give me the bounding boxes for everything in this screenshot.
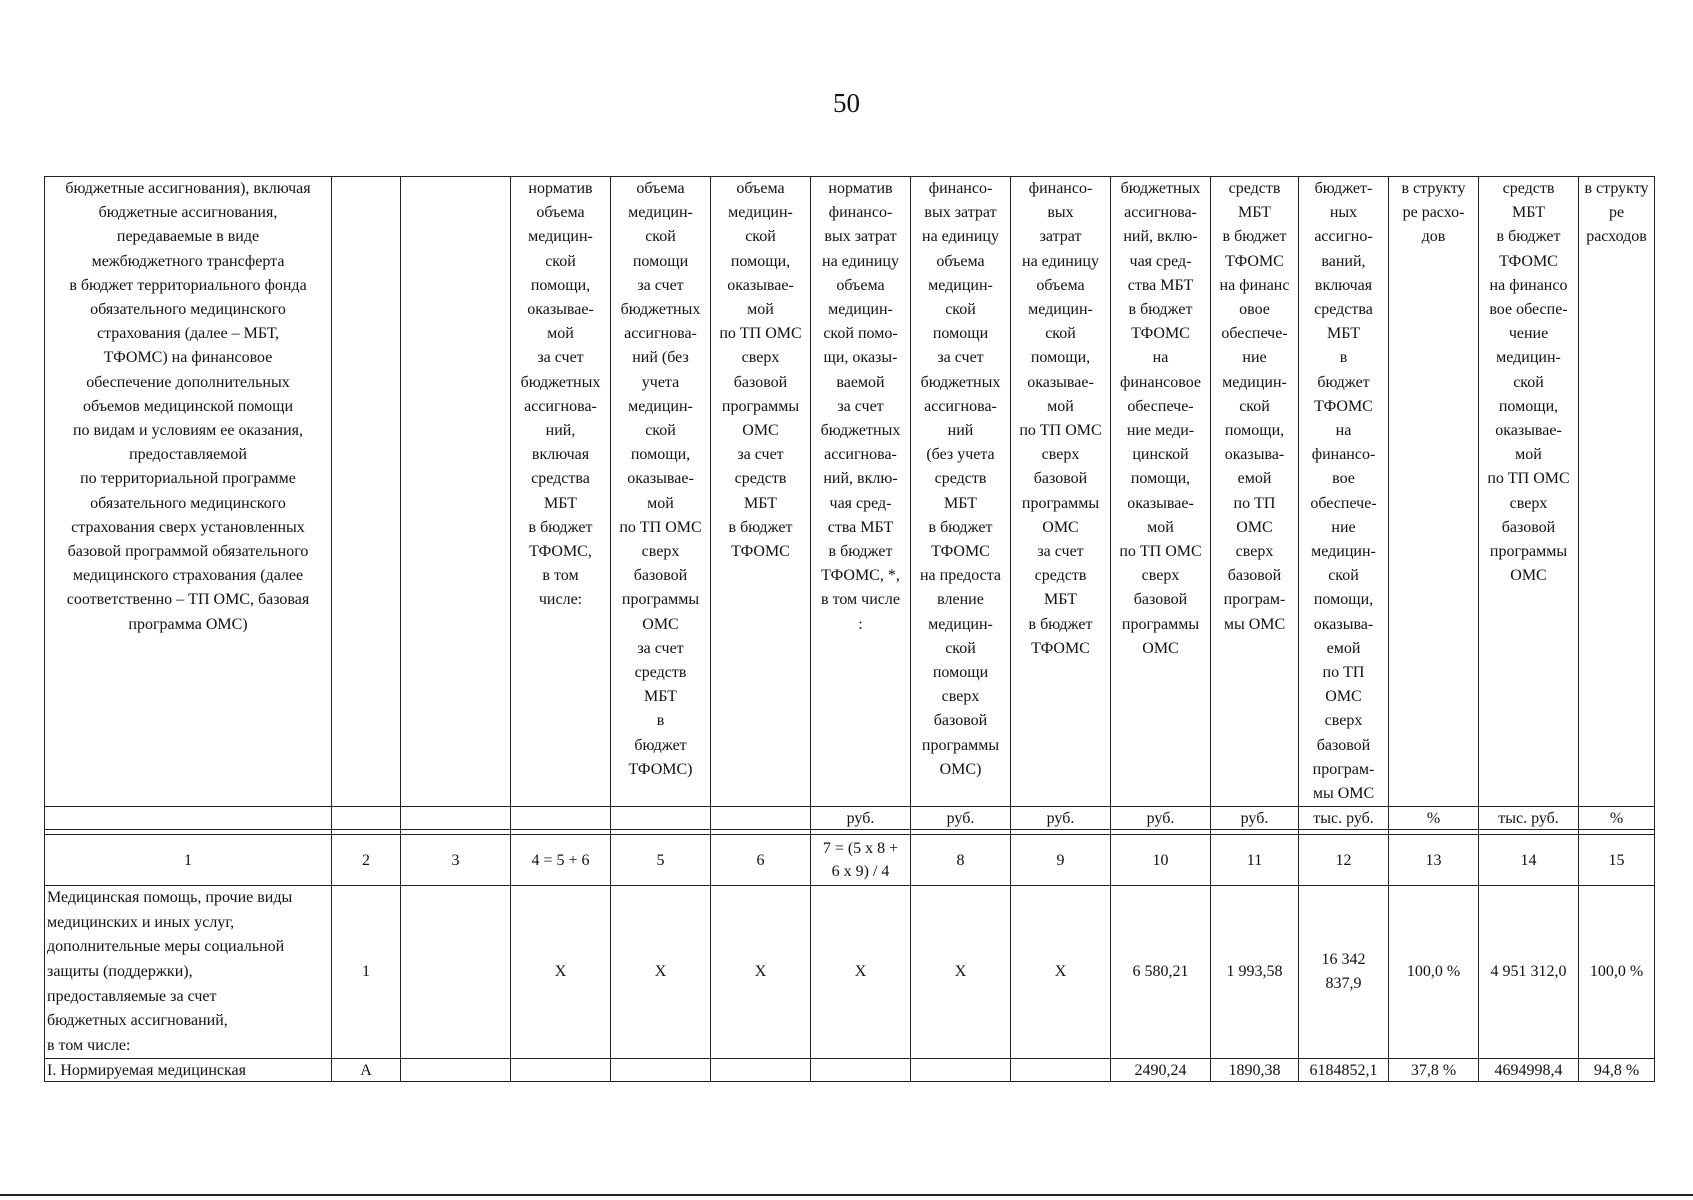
unit-cell — [45, 807, 332, 830]
section-row-cell: 4694998,4 — [1479, 1059, 1579, 1082]
budget-table — [44, 176, 1655, 1082]
section-row-cell — [511, 1059, 611, 1082]
total-row-cell: 100,0 % — [1389, 886, 1479, 1059]
column-number: 15 — [1579, 835, 1655, 886]
column-number: 4 = 5 + 6 — [511, 835, 611, 886]
unit-cell: % — [1389, 807, 1479, 830]
header-cell-5: объема медицин- ской помощи за счет бюджетных ассигнова- ний (без учета медицин- ской помощи, оказывае- мой по ТП ОМС сверх базовой программы ОМС за счет средств МБТ в бюджет ТФОМС) — [611, 177, 711, 807]
header-cell-13: в структу ре расхо- дов — [1389, 177, 1479, 807]
section-row — [45, 1059, 1655, 1082]
total-row-cell: Х — [911, 886, 1011, 1059]
header-cell-14: средств МБТ в бюджет ТФОМС на финансо вое обеспе- чение медицин- ской помощи, оказывае- мой по ТП ОМС сверх базовой программы ОМС — [1479, 177, 1579, 807]
header-cell-4: норматив объема медицин- ской помощи, оказывае- мой за счет бюджетных ассигнова- ний, включая средства МБТ в бюджет ТФОМС, в том числе: — [511, 177, 611, 807]
column-number: 11 — [1211, 835, 1299, 886]
section-row-cell — [811, 1059, 911, 1082]
total-row-cell: Х — [1011, 886, 1111, 1059]
section-row-cell — [611, 1059, 711, 1082]
unit-cell — [611, 807, 711, 830]
header-cell-2 — [332, 177, 401, 807]
total-row-cell: Х — [511, 886, 611, 1059]
total-row-line-code: 1 — [332, 886, 401, 1059]
section-row-line-code: А — [332, 1059, 401, 1082]
column-numbers-row — [45, 835, 1655, 886]
section-row-cell — [1011, 1059, 1111, 1082]
column-number: 6 — [711, 835, 811, 886]
section-row-label: I. Нормируемая медицинская — [45, 1059, 332, 1082]
total-row-cell: 100,0 % — [1579, 886, 1655, 1059]
unit-cell: руб. — [811, 807, 911, 830]
header-row — [45, 177, 1655, 807]
section-row-cell — [401, 1059, 511, 1082]
header-cell-11: средств МБТ в бюджет ТФОМС на финанс овое обеспече- ние медицин- ской помощи, оказыва- емой по ТП ОМС сверх базовой програм- мы ОМС — [1211, 177, 1299, 807]
header-cell-name: бюджетные ассигнования), включая бюджетные ассигнования, передаваемые в виде межбюджетного трансферта в бюджет территориального фонда обязательного медицинского страхования (далее – МБТ, ТФОМС) на финансовое обеспечение дополнительных объемов медицинской помощи по видам и условиям ее оказания, предоставляемой по территориальной программе обязательного медицинского страхования сверх установленных базовой программой обязательного медицинского страхования (далее соответственно – ТП ОМС, базовая программа ОМС) — [45, 177, 332, 807]
unit-cell: руб. — [1011, 807, 1111, 830]
unit-cell — [511, 807, 611, 830]
column-number: 8 — [911, 835, 1011, 886]
header-cell-7: норматив финансо- вых затрат на единицу объема медицин- ской помо- щи, оказы- ваемой за счет бюджетных ассигнова- ний, вклю- чая сред- ства МБТ в бюджет ТФОМС, *, в том числе : — [811, 177, 911, 807]
total-row-cell: 6 580,21 — [1111, 886, 1211, 1059]
header-cell-6: объема медицин- ской помощи, оказывае- мой по ТП ОМС сверх базовой программы ОМС за счет средств МБТ в бюджет ТФОМС — [711, 177, 811, 807]
column-number: 3 — [401, 835, 511, 886]
unit-cell — [332, 807, 401, 830]
column-number: 13 — [1389, 835, 1479, 886]
column-number: 10 — [1111, 835, 1211, 886]
section-row-cell: 6184852,1 — [1299, 1059, 1389, 1082]
unit-cell: руб. — [1111, 807, 1211, 830]
total-row-label: Медицинская помощь, прочие виды медицинских и иных услуг, дополнительные меры социальной защиты (поддержки), предоставляемые за счет бюджетных ассигнований, в том числе: — [45, 886, 332, 1059]
column-number: 12 — [1299, 835, 1389, 886]
total-row-cell — [401, 886, 511, 1059]
column-number: 9 — [1011, 835, 1111, 886]
column-number: 1 — [45, 835, 332, 886]
header-cell-12: бюджет- ных ассигно- ваний, включая средства МБТ в бюджет ТФОМС на финансо- вое обеспече- ние медицин- ской помощи, оказыва- емой по ТП ОМС сверх базовой програм- мы ОМС — [1299, 177, 1389, 807]
section-row-cell: 1890,38 — [1211, 1059, 1299, 1082]
unit-cell: руб. — [911, 807, 1011, 830]
page-bottom-rule — [0, 1194, 1693, 1196]
header-cell-8: финансо- вых затрат на единицу объема медицин- ской помощи за счет бюджетных ассигнова- ний (без учета средств МБТ в бюджет ТФОМС на предоста вление медицин- ской помощи сверх базовой программы ОМС) — [911, 177, 1011, 807]
column-number: 2 — [332, 835, 401, 886]
header-cell-10: бюджетных ассигнова- ний, вклю- чая сред- ства МБТ в бюджет ТФОМС на финансовое обеспече- ние меди- цинской помощи, оказывае- мой по ТП ОМС сверх базовой программы ОМС — [1111, 177, 1211, 807]
section-row-cell: 94,8 % — [1579, 1059, 1655, 1082]
total-row-cell: Х — [711, 886, 811, 1059]
unit-cell: руб. — [1211, 807, 1299, 830]
section-row-cell — [711, 1059, 811, 1082]
section-row-cell — [911, 1059, 1011, 1082]
column-number: 7 = (5 х 8 + 6 х 9) / 4 — [811, 835, 911, 886]
total-row — [45, 886, 1655, 1059]
unit-cell: тыс. руб. — [1299, 807, 1389, 830]
unit-cell: % — [1579, 807, 1655, 830]
total-row-cell: 4 951 312,0 — [1479, 886, 1579, 1059]
unit-cell — [711, 807, 811, 830]
total-row-cell: Х — [611, 886, 711, 1059]
column-number: 14 — [1479, 835, 1579, 886]
column-number: 5 — [611, 835, 711, 886]
total-row-cell: Х — [811, 886, 911, 1059]
unit-cell — [401, 807, 511, 830]
total-row-cell: 1 993,58 — [1211, 886, 1299, 1059]
page-number: 50 — [833, 88, 860, 118]
header-cell-3 — [401, 177, 511, 807]
header-cell-15: в структу ре расходов — [1579, 177, 1655, 807]
section-row-cell: 37,8 % — [1389, 1059, 1479, 1082]
section-row-cell: 2490,24 — [1111, 1059, 1211, 1082]
header-cell-9: финансо- вых затрат на единицу объема медицин- ской помощи, оказывае- мой по ТП ОМС сверх базовой программы ОМС за счет средств МБТ в бюджет ТФОМС — [1011, 177, 1111, 807]
total-row-cell: 16 342 837,9 — [1299, 886, 1389, 1059]
unit-cell: тыс. руб. — [1479, 807, 1579, 830]
units-row — [45, 807, 1655, 830]
